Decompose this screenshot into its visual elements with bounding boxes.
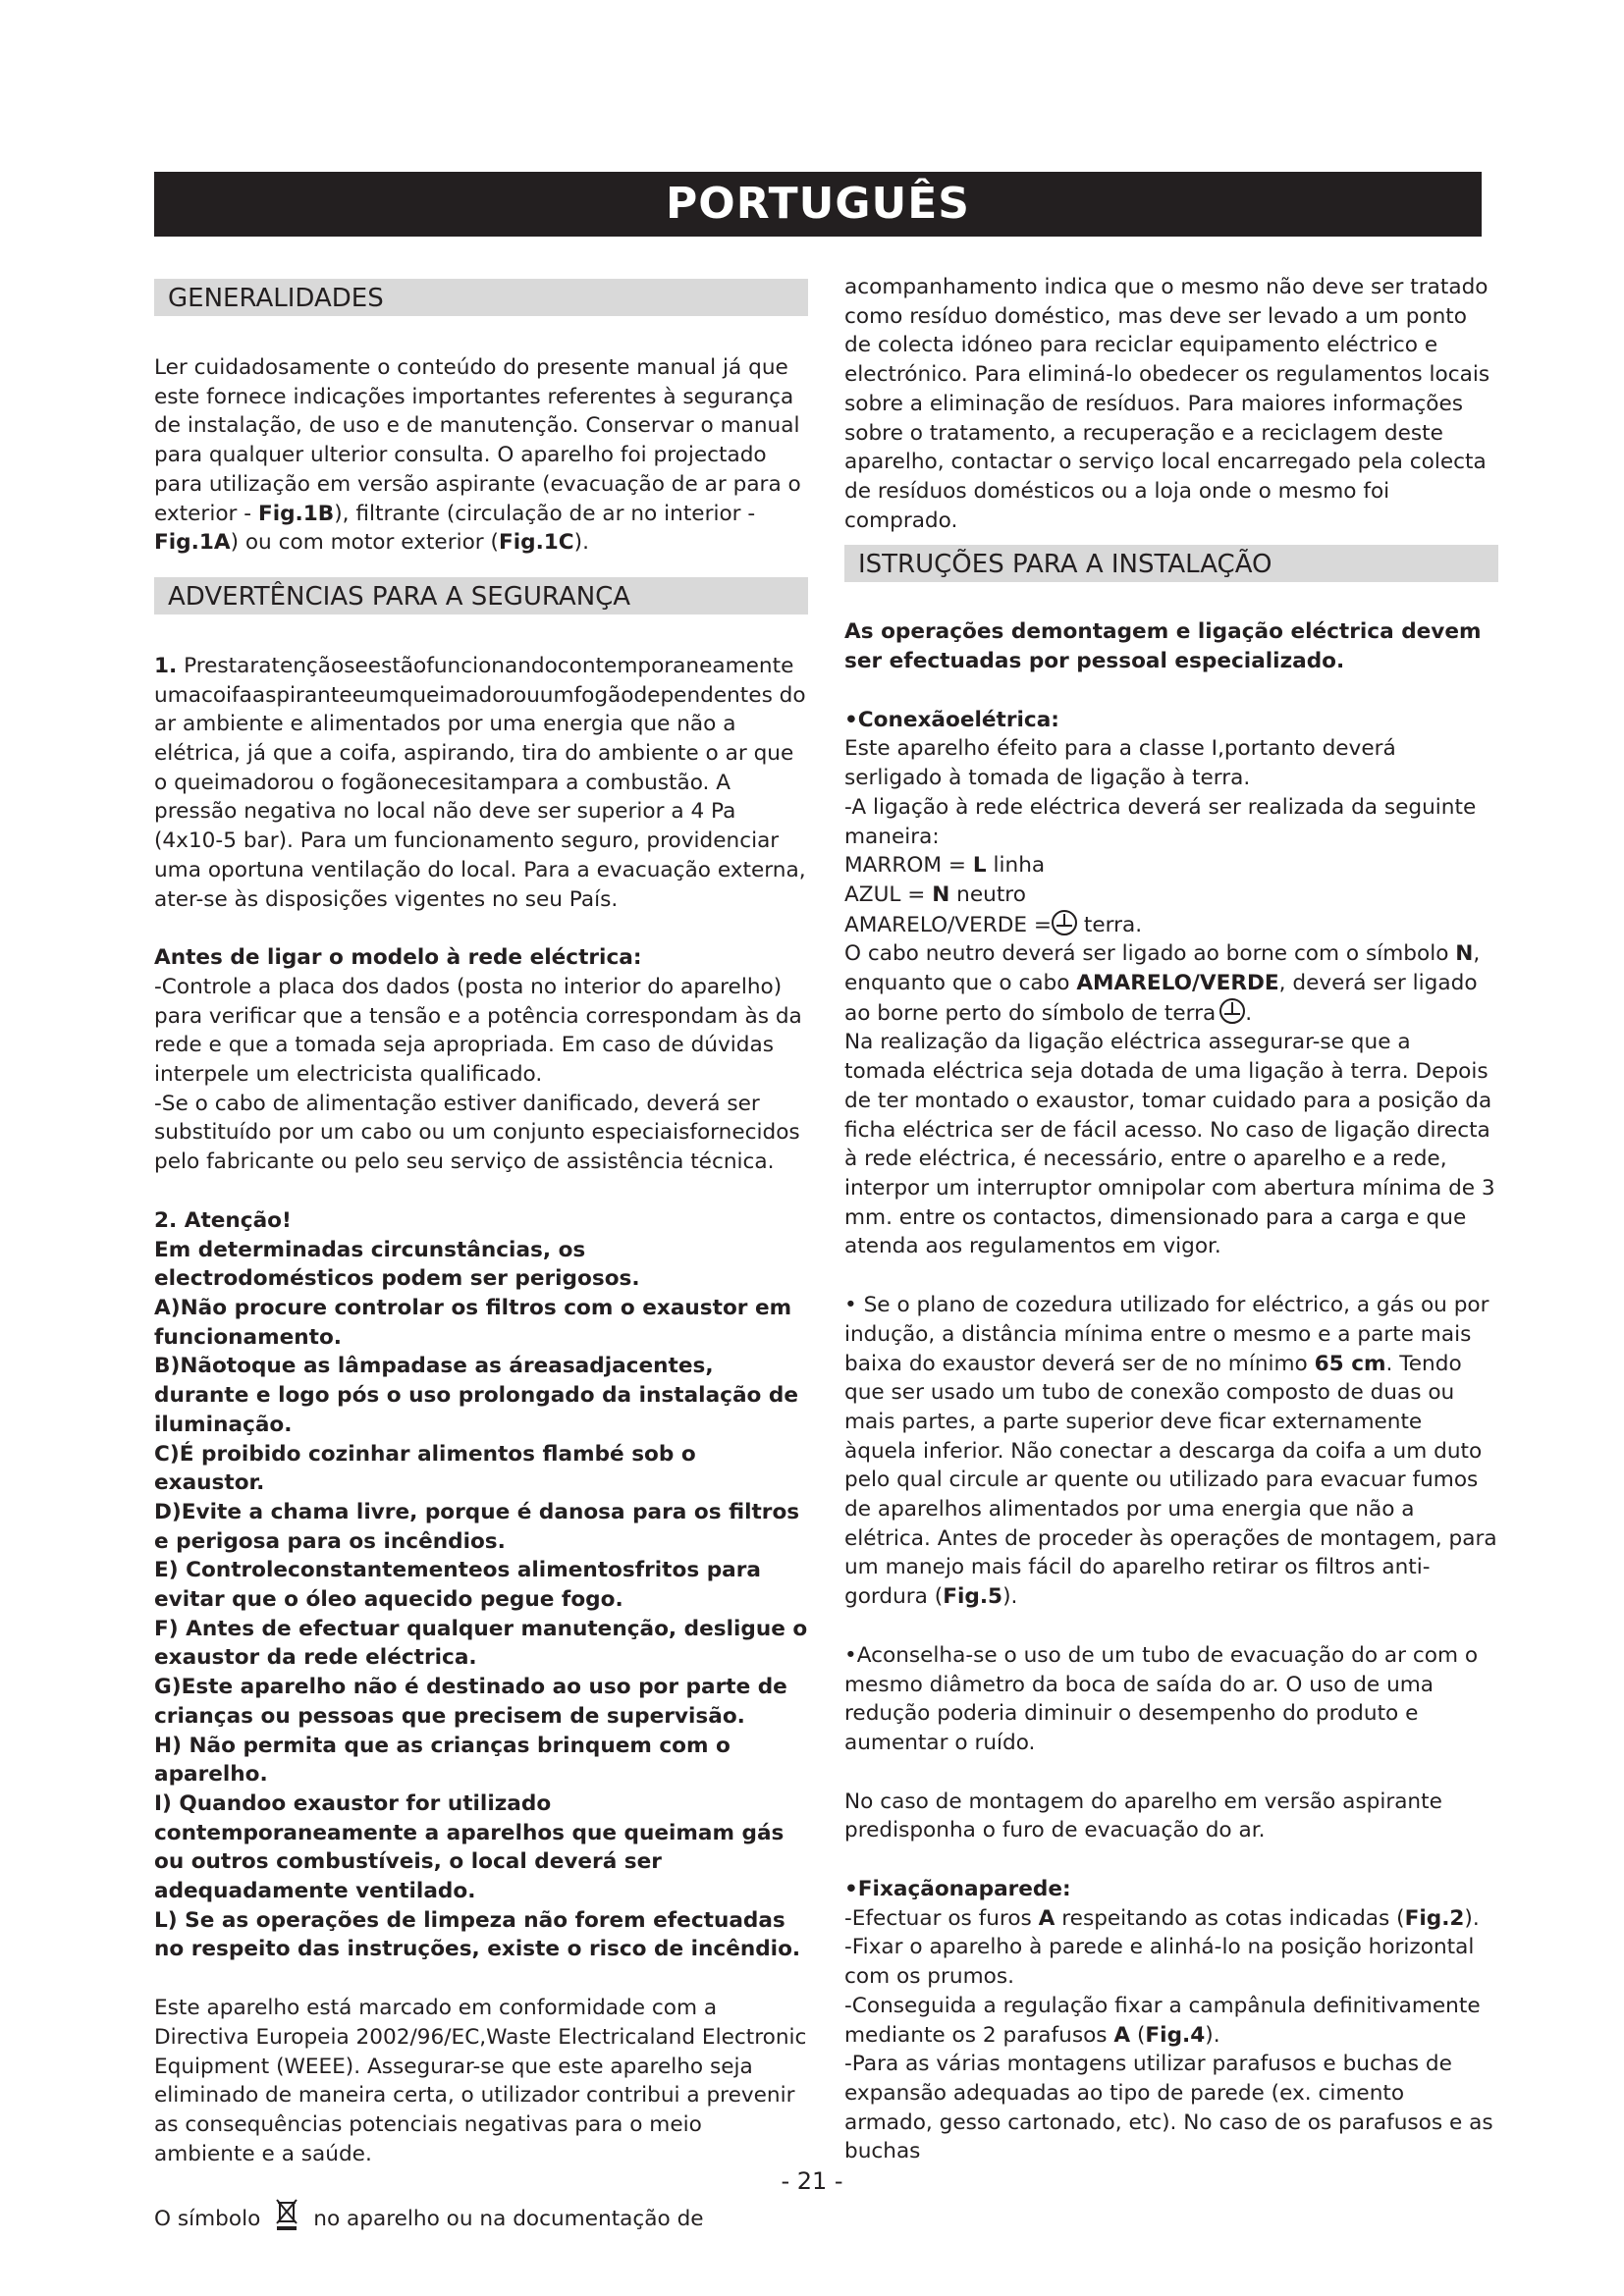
fixacao-step-4: -Para as várias montagens utilizar parafusos e buchas de expansão adequadas ao tipo de parede (ex. cimento armado, gesso cartonado, etc). No caso de os parafusos e as buchas (844, 2052, 1493, 2164)
atencao-block (154, 1206, 808, 1964)
instalacao-intro: As operações demontagem e ligação eléctrica devem ser efectuadas por pessoal especializado. (844, 619, 1482, 674)
page-number: - 21 - (781, 2167, 843, 2195)
text-run: N (1455, 941, 1474, 967)
fixacao-step-3 (844, 1992, 1498, 2050)
neutro-paragraph (844, 939, 1498, 1028)
text-run: AMARELO/VERDE (1076, 971, 1279, 996)
symbol-line (154, 2198, 808, 2234)
text-run: L (972, 853, 987, 879)
atencao-line: B)Nãotoque as lâmpadase as áreasadjacentes, durante e logo pós o uso prolongado da instalação de iluminação. (154, 1354, 798, 1437)
antes-text-1: -Controle a placa dos dados (posta no interior do aparelho) para verificar que a tensão e a potência correspondam às da rede e que a tomada seja apropriada. Em caso de dúvidas interpele um electricista qualificado. (154, 974, 802, 1088)
text-run: no aparelho ou na documentação de (313, 2207, 704, 2232)
left-column (154, 259, 808, 2234)
text-run: • Se o plano de cozedura utilizado for eléctrico, a gás ou por indução, a distância mínima entre o mesmo e a parte mais baixa do exaustor deverá ser de no mínimo (844, 1293, 1489, 1376)
language-banner (154, 172, 1605, 237)
language-badge: PT (1546, 181, 1624, 230)
text-run: AMARELO/VERDE = (844, 912, 1053, 937)
amarelo-line (844, 910, 1498, 940)
fig-ref: Fig.2 (1404, 1905, 1465, 1931)
generalidades-heading: GENERALIDADES (154, 279, 808, 316)
earth-ground-icon (1052, 910, 1077, 935)
atencao-line: F) Antes de efectuar qualquer manutenção, desligue o exaustor da rede eléctrica. (154, 1616, 808, 1671)
fig-ref: Fig.4 (1145, 2022, 1206, 2048)
marrom-line (844, 851, 1498, 881)
atencao-line: A)Não procure controlar os filtros com o exaustor em funcionamento. (154, 1295, 792, 1350)
text-run: neutro (949, 881, 1026, 907)
right-column (844, 259, 1498, 2166)
text-run: MARROM = (844, 853, 973, 879)
atencao-line: Em determinadas circunstâncias, os electrodomésticos podem ser perigosos. (154, 1237, 640, 1292)
text-run: linha (986, 853, 1046, 879)
fig-ref: Fig.1C (498, 530, 574, 556)
text-run: N (932, 881, 950, 907)
montagem-paragraph: No caso de montagem do aparelho em versão aspirante predisponha o furo de evacuação do ar. (844, 1789, 1442, 1843)
atencao-line: I) Quandoo exaustor for utilizado contemporaneamente a aparelhos que queimam gás ou outros combustíveis, o local deverá ser adequadamente ventilado. (154, 1790, 785, 1904)
generalidades-paragraph (154, 353, 808, 558)
text-run: ), filtrante (circulação de ar no interior - (334, 501, 756, 526)
fixacao-step-1 (844, 1904, 1498, 1934)
conexao-title: •Conexãoelétrica: (844, 707, 1059, 732)
conexao-text-2: -A ligação à rede eléctrica deverá ser realizada da seguinte maneira: (844, 794, 1477, 849)
conexao-text-1: Este aparelho éfeito para a classe I,portanto deverá serligado à tomada de ligação à terra. (844, 736, 1396, 791)
antes-title: Antes de ligar o modelo à rede eléctrica: (154, 945, 642, 971)
text-run: A (1038, 1905, 1056, 1931)
text-run: 65 cm (1314, 1351, 1386, 1376)
text-run: ). (573, 530, 589, 556)
text-run: -Efectuar os furos (844, 1905, 1039, 1931)
antes-text-2: -Se o cabo de alimentação estiver danificado, deverá ser substituído por um cabo ou um conjunto especiaisfornecidos pelo fabricante ou pelo seu serviço de assistência técnica. (154, 1091, 800, 1175)
fig-ref: Fig.5 (943, 1584, 1003, 1610)
azul-line (844, 881, 1498, 910)
atencao-line: G)Este aparelho não é destinado ao uso por parte de crianças ou pessoas que precisem de supervisão. (154, 1675, 787, 1729)
fixacao-step-2: -Fixar o aparelho à parede e alinhá-lo na posição horizontal com os prumos. (844, 1935, 1475, 1990)
text-run: O símbolo (154, 2207, 261, 2232)
text-run: -Conseguida a regulação fixar a campânula definitivamente mediante os 2 parafusos (844, 1993, 1481, 2048)
banner-title: PORTUGUÊS (666, 179, 970, 229)
atencao-line: E) Controleconstantementeos alimentosfritos para evitar que o óleo aquecido pegue fogo. (154, 1558, 761, 1613)
plano-paragraph (844, 1291, 1498, 1612)
atencao-line: L) Se as operações de limpeza não forem efectuadas no respeito das instruções, existe o risco de incêndio. (154, 1907, 801, 1962)
fig-ref: Fig.1A (154, 530, 231, 556)
realizacao-paragraph: Na realização da ligação eléctrica assegurar-se que a tomada eléctrica seja dotada de uma ligação à terra. Depois de ter montado o exaustor, tomar cuidado para a posição da ficha eléctrica ser de fácil acesso. No caso de ligação directa à rede eléctrica, é necessário, entre o aparelho e a rede, interpor um interruptor omnipolar com abertura mínima de 3 mm. entre os contactos, dimensionado para a carga e que atenda aos regulamentos em vigor. (844, 1030, 1495, 1259)
text-run: terra. (1077, 912, 1143, 937)
atencao-line: H) Não permita que as crianças brinquem com o aparelho. (154, 1733, 731, 1788)
text-run: ). (1002, 1584, 1018, 1610)
text-run: A (1113, 2022, 1131, 2048)
text-run: ). (1464, 1905, 1480, 1931)
text-run: Prestaratençãoseestãofuncionandocontemporaneamente umacoifaaspiranteeumqueimadorouumfogãodependentes do ar ambiente e alimentados por uma energia que não a elétrica, já que a coifa, aspirando, tira do ambiente o ar que o queimadorou o fogãonecesitampara a combustão. A pressão negativa no local não deve ser superior a 4 Pa (4x10-5 bar). Para um funcionamento seguro, providenciar uma oportuna ventilação do local. Para a evacuação externa, ater-se às disposições vigentes no seu País. (154, 653, 806, 912)
instalacao-heading: ISTRUÇÕES PARA A INSTALAÇÃO (844, 545, 1498, 582)
item-1-paragraph (154, 652, 808, 914)
text-run: ) ou com motor exterior ( (230, 530, 499, 556)
item-number: 1. (154, 653, 178, 678)
fixacao-title: •Fixaçãonaparede: (844, 1877, 1071, 1902)
text-run: , deverá ser ligado ao borne perto do símbolo de terra (844, 971, 1478, 1026)
atencao-line: D)Evite a chama livre, porque é danosa para os filtros e perigosa para os incêndios. (154, 1499, 800, 1554)
text-run: . (1245, 1000, 1253, 1026)
text-run: AZUL = (844, 881, 933, 907)
text-run: O cabo neutro deverá ser ligado ao borne com o símbolo (844, 941, 1456, 967)
continuation-paragraph: acompanhamento indica que o mesmo não deve ser tratado como resíduo doméstico, mas deve ser levado a um ponto de colecta idóneo para reciclar equipamento eléctrico e electrónico. Para eliminá-lo obedecer os regulamentos locais sobre a eliminação de resíduos. Para maiores informações sobre o tratamento, a recuperação e a reciclagem deste aparelho, contactar o serviço local encarregado pela colecta de resíduos domésticos ou a loja onde o mesmo foi comprado. (844, 275, 1490, 533)
text-run: , enquanto que o cabo (844, 941, 1481, 996)
text-run: . Tendo que ser usado um tubo de conexão composto de duas ou mais partes, a parte superior deve ficar externamente àquela inferior. Não conectar a descarga da coifa a um duto pelo qual circule ar quente ou utilizado para evacuar fumos de aparelhos alimentados por uma energia que não a elétrica. Antes de proceder às operações de montagem, para um manejo mais fácil do aparelho retirar os filtros anti-gordura ( (844, 1351, 1497, 1610)
text-run: Ler cuidadosamente o conteúdo do presente manual já que este fornece indicações importantes referentes à segurança de instalação, de uso e de manutenção. Conservar o manual para qualquer ulterior consulta. O aparelho foi projectado para utilização em versão aspirante (evacuação de ar para o exterior - (154, 355, 801, 526)
advertencias-heading: ADVERTÊNCIAS PARA A SEGURANÇA (154, 577, 808, 614)
fig-ref: Fig.1B (257, 501, 335, 526)
text-run: ( (1130, 2022, 1146, 2048)
earth-ground-icon (1219, 998, 1245, 1024)
atencao-line: 2. Atenção! (154, 1207, 292, 1233)
atencao-line: C)É proibido cozinhar alimentos flambé sob o exaustor. (154, 1441, 696, 1496)
weee-bin-icon (274, 2198, 299, 2231)
text-run: ). (1205, 2022, 1220, 2048)
weee-paragraph: Este aparelho está marcado em conformidade com a Directiva Europeia 2002/96/EC,Waste Electricaland Electronic Equipment (WEEE). Assegurar-se que este aparelho seja eliminado de maneira certa, o utilizador contribui a prevenir as consequências potenciais negativas para o meio ambiente e a saúde. (154, 1996, 807, 2166)
text-run: respeitando as cotas indicadas ( (1055, 1905, 1405, 1931)
aconselha-paragraph: •Aconselha-se o uso de um tubo de evacuação do ar com o mesmo diâmetro da boca de saída do ar. O uso de uma redução poderia diminuir o desempenho do produto e aumentar o ruído. (844, 1642, 1479, 1755)
